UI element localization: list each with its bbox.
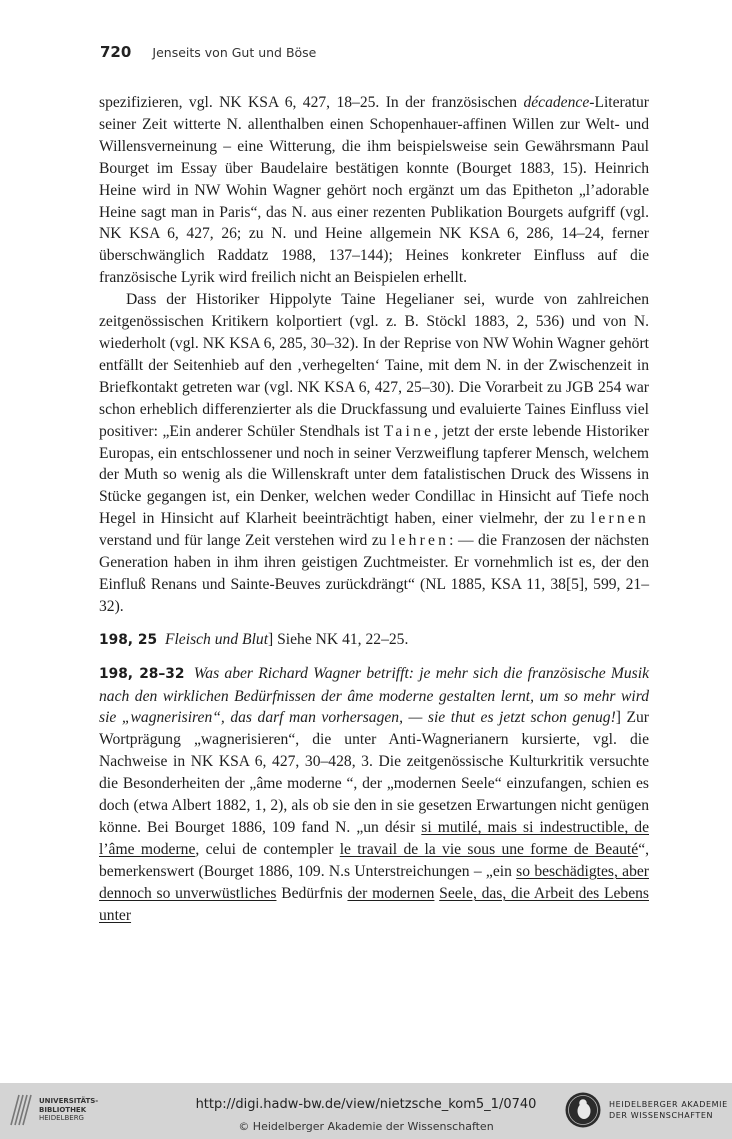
copyright-notice: © Heidelberger Akademie der Wissenschaften: [238, 1120, 494, 1133]
running-header: [100, 42, 316, 61]
library-name-line-2: BIBLIOTHEK: [39, 1105, 87, 1114]
text-run: ] Zur Wortprägung „wagnerisieren“, die unter Anti-Wagnerianern kursierte, vgl. die Nachweise in NK KSA 6, 427, 30–428, 3. Die zeitgenössische Kulturkritik versuchte die Besonderheiten der „âme moderne “, der „modernen Seele“ einzufangen, schien es doch (etwa Albert 1882, 1, 2), als ob sie den in sie gesetzen Erwartungen nicht genügen könne. Bei Bourget 1886, 109 fand N. „un désir: [99, 709, 649, 836]
lemma-reference: 198, 25: [99, 631, 158, 648]
underlined-text: so beschädigtes, aber dennoch so unverwüstliches: [99, 862, 649, 902]
underlined-text: der modernen: [347, 884, 435, 902]
text-run: , jetzt der erste lebende Historiker Europas, ein entschlossener und noch in seiner Verzweiflung tapferer Mensch, welchem der Muth so wenig als die Willenskraft unter dem fatalistischen Druck des Wissens in Stücke gegangen ist, ein Denker, welchen weder Condillac in Hinsicht auf Tiefe noch Hegel in Hinsicht auf Klarheit beeinträchtigt haben, einer vielmehr, der zu: [99, 422, 649, 528]
text-run: verstand und für lange Zeit verstehen wird zu: [99, 532, 391, 550]
text-run: , celui de contempler: [195, 840, 340, 858]
page-number: 720: [100, 43, 132, 61]
spaced-emphasis: lehren: [391, 532, 450, 550]
library-name-line-3: HEIDELBERG: [39, 1114, 84, 1123]
footer-bar: [0, 1083, 732, 1139]
spaced-emphasis: lernen: [590, 510, 649, 528]
commentary-text: [99, 92, 649, 927]
academy-name-line-2: DER WISSENSCHAFTEN: [609, 1111, 714, 1120]
paragraph-2: [99, 289, 649, 618]
underlined-text: Seele, das, die Arbeit des Lebens unter: [99, 884, 649, 924]
text-run: “, bemerkenswert (Bourget 1886, 109. N.s Unterstreichungen – „ein: [99, 840, 650, 880]
text-run: spezifizieren, vgl. NK KSA 6, 427, 18–25. In der französischen: [99, 94, 524, 111]
running-title: Jenseits von Gut und Böse: [152, 45, 317, 60]
entry-198-28-32: [99, 663, 649, 927]
spaced-emphasis: Taine: [383, 422, 435, 440]
underlined-text: si mutilé, mais si indestructible, de l’âme moderne: [99, 819, 650, 858]
paragraph-1: [99, 92, 649, 289]
source-url-link[interactable]: http://digi.hadw-bw.de/view/nietzsche_kom5_1/0740: [195, 1097, 537, 1112]
lemma-quote: Was aber Richard Wagner betrifft: je mehr sich die französische Musik nach den wirklichen Bedürfnissen der âme moderne gestalten lernt, um so mehr wird sie „wagnerisiren“, das darf man vorhersagen, — sie thut es jetzt schon genug!: [99, 664, 649, 727]
academy-logo: [564, 1091, 728, 1129]
lemma-reference: 198, 28–32: [99, 665, 185, 682]
academy-name-line-1: HEIDELBERGER AKADEMIE: [609, 1100, 728, 1109]
underlined-text: le travail de la vie sous une forme de Beauté: [339, 840, 639, 858]
academy-seal-icon: [564, 1091, 602, 1129]
text-run: Bedürfnis: [276, 884, 348, 902]
text-run: : — die Franzosen der nächsten Generation haben in ihm ihren geistigen Zuchtmeister. Er vornehmlich ist es, der den Einfluß Renans und Sainte-Beuves zurückdrängt“ (NL 1885, KSA 11, 38[5], 599, 21–32).: [99, 532, 649, 615]
text-run: ] Siehe NK 41, 22–25.: [268, 630, 409, 648]
entry-198-25: [99, 629, 649, 652]
text-run: Dass der Historiker Hippolyte Taine Hegelianer sei, wurde von zahlreichen zeitgenössischen Kritikern kolportiert (vgl. z. B. Stöckl 1883, 2, 536) und von N. wiederholt (vgl. NK KSA 6, 285, 30–32). In der Reprise von NW Wohin Wagner gehört entfällt der Seitenhieb auf den ‚verhegelten‘ Taine, mit dem N. in der Zwischenzeit in Briefkontakt getreten war (vgl. NK KSA 6, 427, 25–30). Die Vorarbeit zu JGB 254 war schon erheblich differenzierter als die Druckfassung und evaluierte Taines Einfluss viel positiver: „Ein anderer Schüler Stendhals ist: [99, 291, 649, 440]
italic-term: décadence: [523, 94, 590, 111]
lemma-quote: Fleisch und Blut: [164, 630, 269, 648]
library-name-line-1: UNIVERSITÄTS-: [39, 1097, 99, 1106]
text-run: -Literatur seiner Zeit witterte N. allenthalben einen Schopenhauer-affinen Willen zur Welt- und Willensverneinung – eine Witterung, die ihm beispielsweise sein Gewährsmann Paul Bourget im Essay über Baudelaire bestätigen konnte (Bourget 1883, 15). Heinrich Heine wird in NW Wohin Wagner gehört noch ergänzt um das Epitheton „l’adorable Heine sagt man in Paris“, das N. aus einer rezenten Publikation Bourgets aufgriff (vgl. NK KSA 6, 427, 26; zu N. und Heine allgemein NK KSA 6, 286, 14–24, ferner überschwänglich Raddatz 1988, 137–144); Heines konkreter Einfluss auf die französische Lyrik wird freilich nicht an Beispielen erhellt.: [99, 94, 649, 287]
